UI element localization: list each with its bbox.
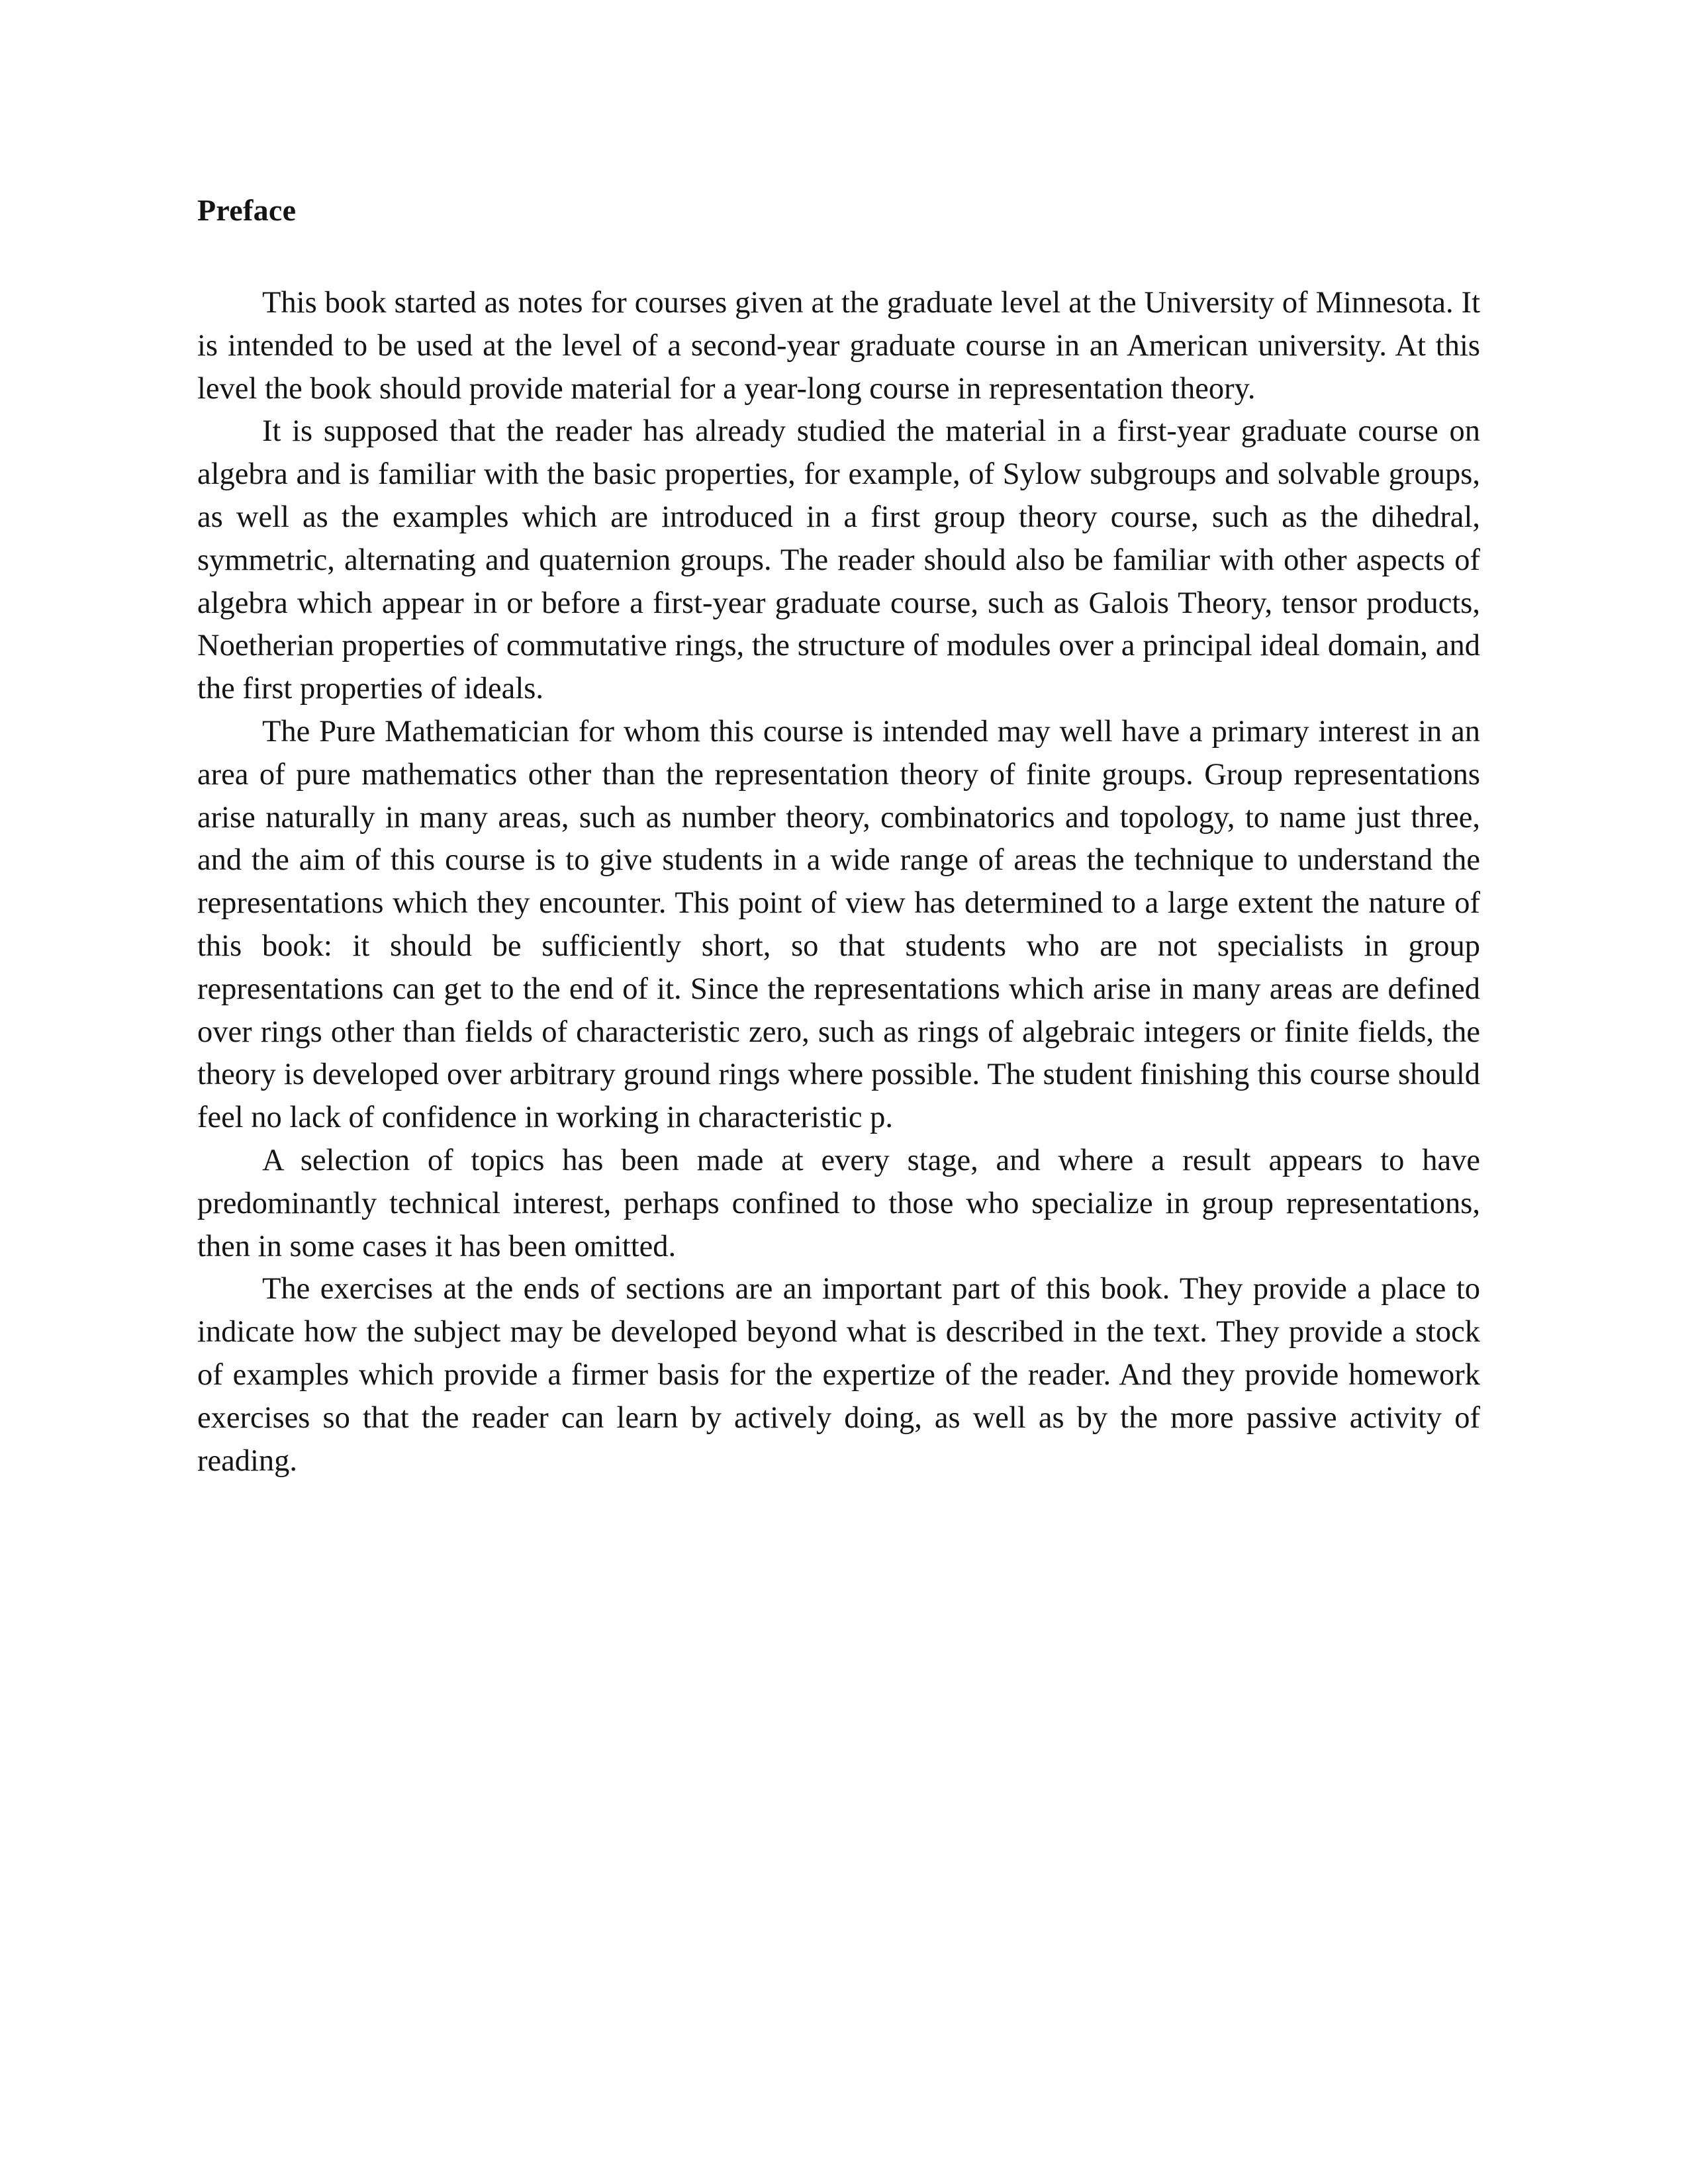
paragraph-3: The Pure Mathematician for whom this course is intended may well have a primary interest in an area of pure mathematics other than the representation theory of finite groups. Group representations arise naturally in many areas, such as number theory, combinatorics and topology, to name just three, and the aim of this course is to give students in a wide range of areas the technique to understand the representations which they encounter. This point of view has determined to a large extent the nature of this book: it should be sufficiently short, so that students who are not specialists in group representations can get to the end of it. Since the representations which arise in many areas are defined over rings other than fields of characteristic zero, such as rings of algebraic integers or finite fields, the theory is developed over arbitrary ground rings where possible. The student finishing this course should feel no lack of confidence in working in characteristic p. <box>197 714 1480 1135</box>
paragraph-1: This book started as notes for courses given at the graduate level at the University of Minnesota. It is intended to be used at the level of a second-year graduate course in an American university. At this level the book should provide material for a year-long course in representation theory. <box>197 286 1480 406</box>
paragraph-2: It is supposed that the reader has already studied the material in a first-year graduate course on algebra and is familiar with the basic properties, for example, of Sylow subgroups and solvable groups, as well as the examples which are introduced in a first group theory course, such as the dihedral, symmetric, alternating and quaternion groups. The reader should also be familiar with other aspects of algebra which appear in or before a first-year graduate course, such as Galois Theory, tensor products, Noetherian properties of commutative rings, the structure of modules over a principal ideal domain, and the first properties of ideals. <box>197 414 1480 706</box>
page-title: Preface <box>197 193 297 227</box>
paragraph-5: The exercises at the ends of sections are an important part of this book. They provide a place to indicate how the subject may be developed beyond what is described in the text. They provide a stock of examples which provide a firmer basis for the expertize of the reader. And they provide homework exercises so that the reader can learn by actively doing, as well as by the more passive activity of reading. <box>197 1272 1480 1478</box>
preface-page <box>197 192 1480 1482</box>
paragraph-4: A selection of topics has been made at every stage, and where a result appears to have predominantly technical interest, perhaps confined to those who specialize in group representations, then in some cases it has been omitted. <box>197 1143 1480 1263</box>
